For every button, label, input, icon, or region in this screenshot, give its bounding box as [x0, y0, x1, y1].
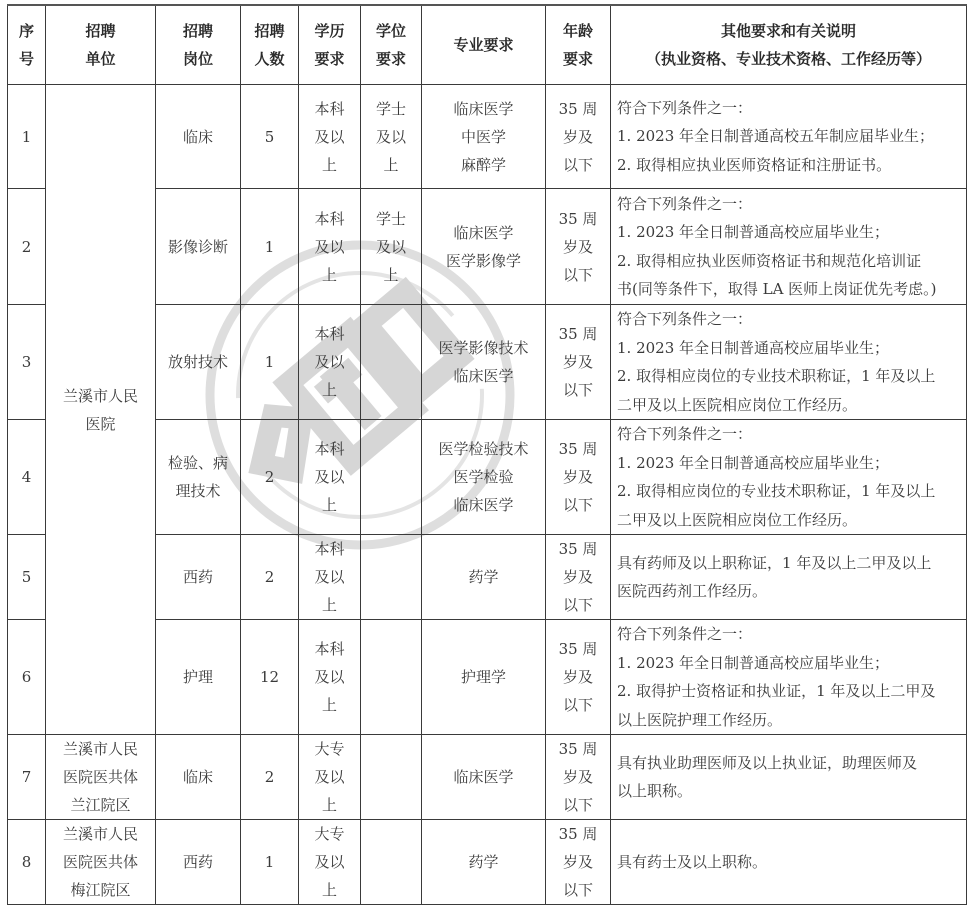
header-position: 招聘 岗位 — [156, 5, 241, 85]
cell-unit: 兰溪市人民 医院 — [46, 85, 156, 735]
header-education: 学历 要求 — [299, 5, 361, 85]
cell-count: 1 — [241, 189, 299, 305]
cell-notes: 符合下列条件之一： 1. 2023 年全日制普通高校应届毕业生； 2. 取得相应岗位的专业技术职称证，1 年及以上 二甲及以上医院相应岗位工作经历。 — [611, 420, 967, 535]
cell-degree — [361, 535, 422, 620]
cell-major: 药学 — [422, 820, 546, 905]
cell-count: 2 — [241, 735, 299, 820]
cell-seq: 6 — [8, 620, 46, 735]
cell-education: 本科 及以 上 — [299, 189, 361, 305]
cell-age: 35 周 岁及 以下 — [546, 620, 611, 735]
cell-seq: 5 — [8, 535, 46, 620]
header-notes: 其他要求和有关说明 （执业资格、专业技术资格、工作经历等） — [611, 5, 967, 85]
table-row — [8, 820, 967, 905]
header-age: 年龄 要求 — [546, 5, 611, 85]
cell-degree — [361, 620, 422, 735]
cell-count: 2 — [241, 420, 299, 535]
recruitment-table — [7, 4, 967, 905]
cell-position: 影像诊断 — [156, 189, 241, 305]
cell-notes: 符合下列条件之一： 1. 2023 年全日制普通高校应届毕业生； 2. 取得相应岗位的专业技术职称证，1 年及以上 二甲及以上医院相应岗位工作经历。 — [611, 305, 967, 420]
cell-education: 本科 及以 上 — [299, 620, 361, 735]
cell-major: 医学检验技术 医学检验 临床医学 — [422, 420, 546, 535]
cell-education: 本科 及以 上 — [299, 420, 361, 535]
cell-age: 35 周 岁及 以下 — [546, 420, 611, 535]
cell-degree — [361, 735, 422, 820]
cell-notes: 具有执业助理医师及以上执业证，助理医师及 以上职称。 — [611, 735, 967, 820]
cell-degree: 学士 及以 上 — [361, 85, 422, 189]
cell-major: 临床医学 — [422, 735, 546, 820]
cell-degree: 学士 及以 上 — [361, 189, 422, 305]
cell-count: 5 — [241, 85, 299, 189]
cell-notes: 符合下列条件之一： 1. 2023 年全日制普通高校应届毕业生； 2. 取得护士资格证和执业证，1 年及以上二甲及 以上医院护理工作经历。 — [611, 620, 967, 735]
cell-seq: 3 — [8, 305, 46, 420]
cell-unit: 兰溪市人民 医院医共体 梅江院区 — [46, 820, 156, 905]
cell-seq: 7 — [8, 735, 46, 820]
cell-education: 本科 及以 上 — [299, 305, 361, 420]
header-count: 招聘 人数 — [241, 5, 299, 85]
table-row — [8, 735, 967, 820]
cell-major: 临床医学 中医学 麻醉学 — [422, 85, 546, 189]
cell-position: 放射技术 — [156, 305, 241, 420]
cell-seq: 2 — [8, 189, 46, 305]
cell-position: 西药 — [156, 535, 241, 620]
cell-major: 临床医学 医学影像学 — [422, 189, 546, 305]
cell-position: 临床 — [156, 735, 241, 820]
header-major: 专业要求 — [422, 5, 546, 85]
cell-major: 护理学 — [422, 620, 546, 735]
cell-age: 35 周 岁及 以下 — [546, 735, 611, 820]
header-unit: 招聘 单位 — [46, 5, 156, 85]
header-seq: 序 号 — [8, 5, 46, 85]
cell-seq: 1 — [8, 85, 46, 189]
cell-notes: 具有药师及以上职称证，1 年及以上二甲及以上 医院西药剂工作经历。 — [611, 535, 967, 620]
cell-notes: 符合下列条件之一： 1. 2023 年全日制普通高校五年制应届毕业生； 2. 取得相应执业医师资格证和注册证书。 — [611, 85, 967, 189]
cell-major: 医学影像技术 临床医学 — [422, 305, 546, 420]
cell-position: 护理 — [156, 620, 241, 735]
cell-count: 1 — [241, 820, 299, 905]
cell-education: 大专 及以 上 — [299, 735, 361, 820]
cell-education: 本科 及以 上 — [299, 85, 361, 189]
cell-notes: 符合下列条件之一： 1. 2023 年全日制普通高校应届毕业生； 2. 取得相应执业医师资格证书和规范化培训证 书(同等条件下，取得 LA 医师上岗证优先考虑。) — [611, 189, 967, 305]
cell-age: 35 周 岁及 以下 — [546, 85, 611, 189]
cell-major: 药学 — [422, 535, 546, 620]
cell-notes: 具有药士及以上职称。 — [611, 820, 967, 905]
cell-count: 2 — [241, 535, 299, 620]
cell-count: 12 — [241, 620, 299, 735]
cell-degree — [361, 305, 422, 420]
header-row — [8, 5, 967, 85]
cell-degree — [361, 420, 422, 535]
cell-count: 1 — [241, 305, 299, 420]
cell-education: 大专 及以 上 — [299, 820, 361, 905]
cell-seq: 4 — [8, 420, 46, 535]
table-row — [8, 85, 967, 189]
cell-seq: 8 — [8, 820, 46, 905]
cell-position: 西药 — [156, 820, 241, 905]
cell-unit: 兰溪市人民 医院医共体 兰江院区 — [46, 735, 156, 820]
cell-age: 35 周 岁及 以下 — [546, 820, 611, 905]
cell-position: 临床 — [156, 85, 241, 189]
cell-degree — [361, 820, 422, 905]
cell-age: 35 周 岁及 以下 — [546, 305, 611, 420]
cell-age: 35 周 岁及 以下 — [546, 189, 611, 305]
cell-position: 检验、病 理技术 — [156, 420, 241, 535]
cell-age: 35 周 岁及 以下 — [546, 535, 611, 620]
header-degree: 学位 要求 — [361, 5, 422, 85]
cell-education: 本科 及以 上 — [299, 535, 361, 620]
